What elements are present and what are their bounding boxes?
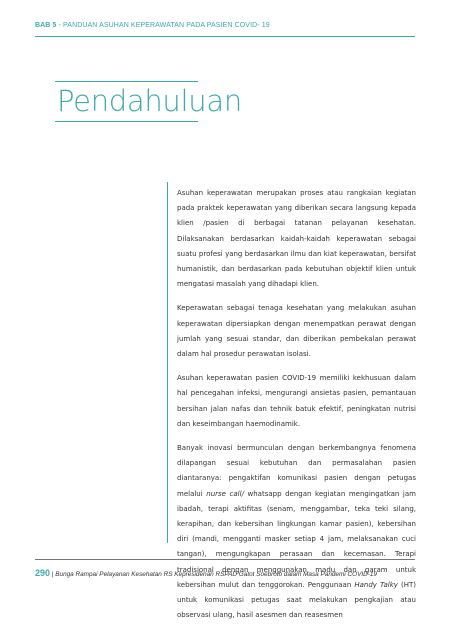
paragraph-3: Asuhan keperawatan pasien COVID-19 memiliki kekhusuan dalam hal pencegahan infeksi, mengurangi ansietas pasien, pemantauan bersihan jalan nafas dan tehnik batuk efektif, peningkatan nutrisi dan keseimbangan haemodinamik. <box>177 374 416 428</box>
section-title: Pendahuluan <box>57 84 242 118</box>
page-number: 290 <box>35 568 51 578</box>
running-header <box>35 22 270 29</box>
chapter-title: PANDUAN ASUHAN KEPERAWATAN PADA PASIEN COVID- 19 <box>63 22 270 29</box>
title-bottom-rule <box>55 121 198 122</box>
content-side-rule <box>167 182 168 543</box>
paragraph-1: Asuhan keperawatan merupakan proses atau rangkaian kegiatan pada praktek keperawatan yang diberikan secara langsung kepada klien /pasien di berbagai tatanan pelayanan kesehatan. Dilaksanakan berdasarkan kaidah-kaidah keperawatan sebagai suatu profesi yang berdasarkan ilmu dan kiat keperawatan, bersifat humanistik, dan berdasarkan pada kebutuhan objektif klien untuk mengatasi masalah yang dihadapi klien. <box>177 189 416 289</box>
footer-divider <box>35 559 415 560</box>
page-footer <box>35 563 377 581</box>
italic-term: Handy Talky <box>354 580 398 589</box>
chapter-label: BAB 5 <box>35 22 57 29</box>
italic-term: nurse call/ <box>206 489 244 498</box>
footer-separator: | <box>50 571 56 578</box>
paragraph-2: Keperawatan sebagai tenaga kesehatan yang melakukan asuhan keperawatan dipersiapkan dengan menempatkan perawat dengan jumlah yang sesuai standar, dan diberikan pembekalan perawat dalam hal prosedur perawatan isolasi. <box>177 304 416 359</box>
book-title: Bunga Rampai Pelayanan Kesehatan RS Kepresidenan RSPAD Gatot Soebroto dalam Masa Pandemi COVID-19 <box>55 571 377 578</box>
header-separator: - <box>56 22 64 29</box>
title-top-rule <box>55 81 198 82</box>
header-divider <box>35 36 415 37</box>
paragraph-4: Banyak inovasi bermunculan dengan berkembangnya fenomena dilapangan sesuai kebutuhan dan permasalahan pasien diantaranya: pengaktifan komunikasi pasien dengan petugas melalui nurse call/ whatsapp dengan kegiatan mengingatkan jam ibadah, terapi aktifitas (senam, menggambar, teka teki silang, kerapihan, dan kebersihan lingkungan kamar pasien), kebersihan diri (mandi, mengganti masker setiap 4 jam, melaksanakan cuci tangan), mengungkapan perasaan dan kecemasan. Terapi tradisional dengan menggunakan madu dan garam untuk kebersihan mulut dan tenggorokan. Penggunaan Handy Talky (HT) untuk komunikasi petugas saat melakukan pengkajian atau observasi ulang, hasil asesmen dan reasesmen <box>177 444 416 620</box>
